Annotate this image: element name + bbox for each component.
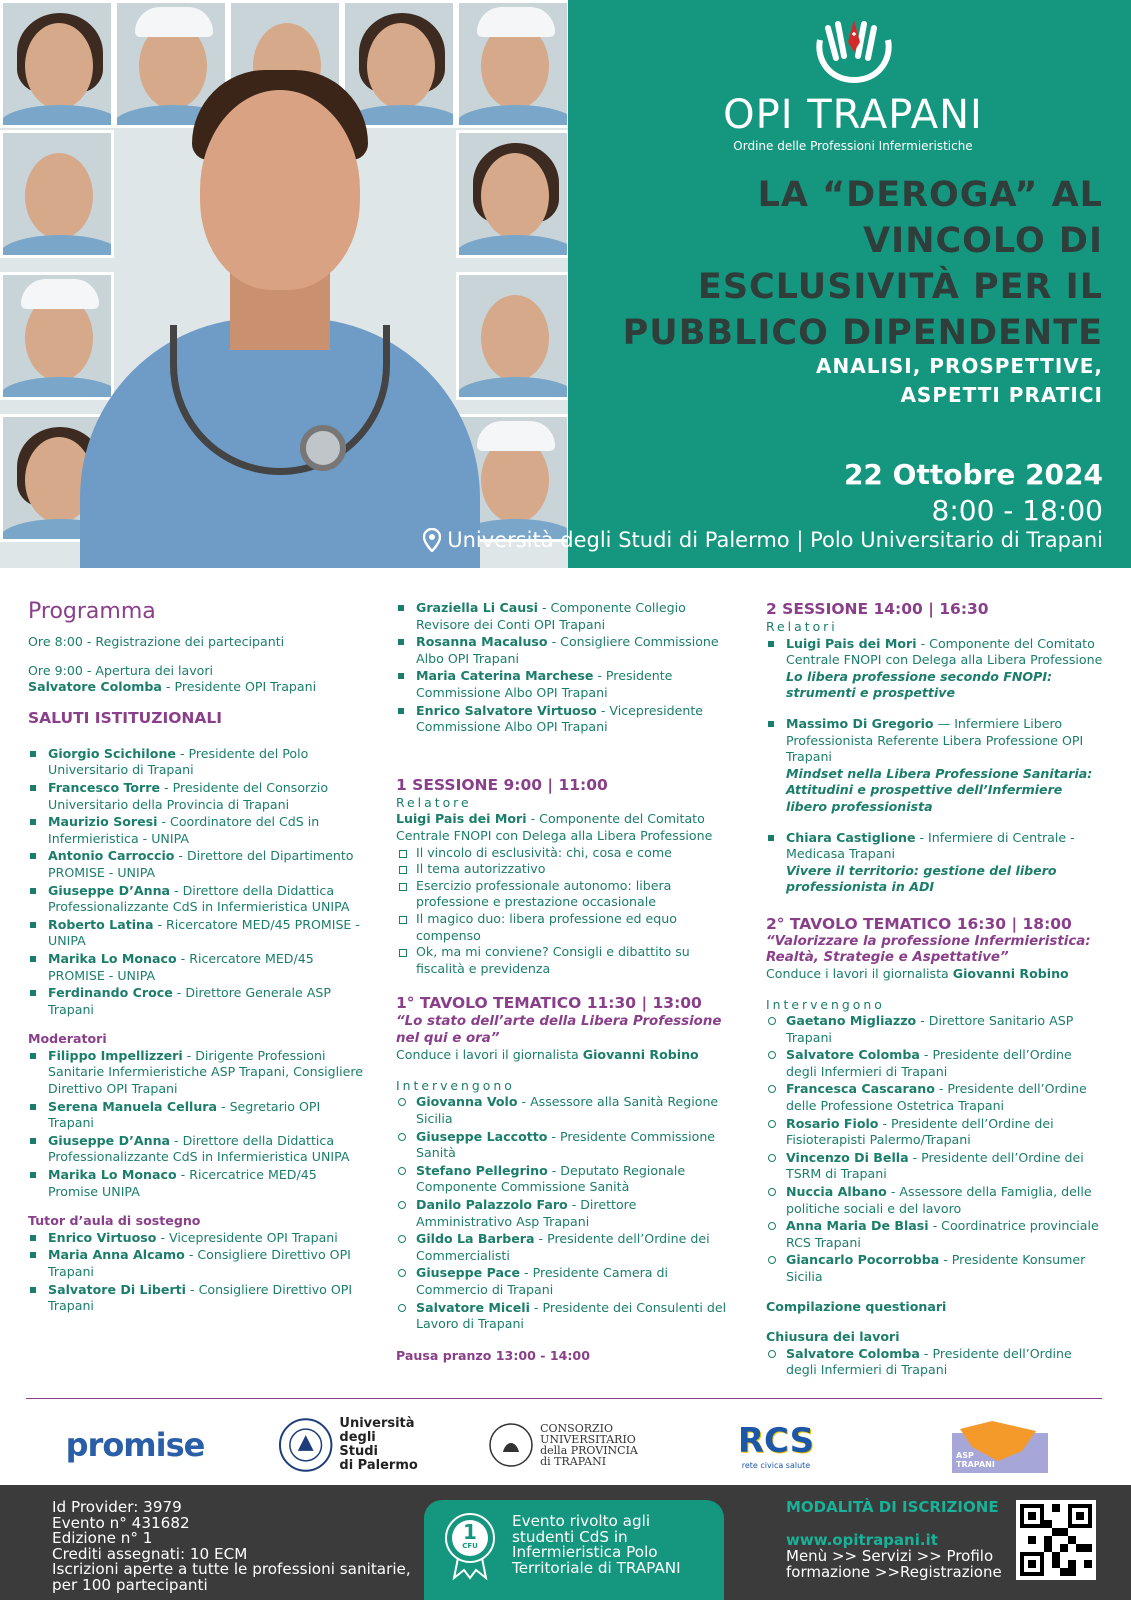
website-link[interactable]: www.opitrapani.it <box>786 1531 938 1549</box>
list-item: Rosanna Macaluso - Consigliere Commissione Albo OPI Trapani <box>396 634 732 667</box>
cfu-badge-icon: 1 CFU <box>440 1510 500 1580</box>
event-title <box>583 172 1103 356</box>
list-item: Enrico Salvatore Virtuoso - Vicepresidente Commissione Albo OPI Trapani <box>396 703 732 736</box>
list-item: Gildo La Barbera - Presidente dell’Ordine dei Commercialisti <box>396 1231 732 1264</box>
list-item: Maurizio Soresi - Coordinatore del CdS in Infermieristica - UNIPA <box>28 814 368 847</box>
list-item: Maria Anna Alcamo - Consigliere Direttivo OPI Trapani <box>28 1247 368 1280</box>
list-item: Ok, ma mi conviene? Consigli e dibattito su fiscalità e previdenza <box>396 944 732 977</box>
list-item: Graziella Li Causi - Componente Collegio Revisore dei Conti OPI Trapani <box>396 600 732 633</box>
list-item: Marika Lo Monaco - Ricercatore MED/45 PROMISE - UNIPA <box>28 951 368 984</box>
list-item: Il tema autorizzativo <box>396 861 732 878</box>
tavolo-1-quote: “Lo stato dell’arte della Libera Professione nel qui e ora” <box>396 1014 722 1047</box>
list-item: Anna Maria De Blasi - Coordinatrice provinciale RCS Trapani <box>766 1218 1106 1251</box>
program-column-2 <box>396 600 732 1364</box>
chiusura-list <box>766 1346 1106 1379</box>
list-item: Salvatore Colomba - Presidente dell’Ordine degli Infermieri di Trapani <box>766 1346 1106 1379</box>
event-date: 22 Ottobre 2024 <box>843 458 1103 491</box>
tavolo-1-label: Intervengono <box>396 1077 515 1093</box>
list-item: Antonio Carroccio - Direttore del Dipartimento PROMISE - UNIPA <box>28 848 368 881</box>
list-item: Salvatore Miceli - Presidente dei Consulenti del Lavoro di Trapani <box>396 1300 732 1333</box>
commissione-list <box>396 600 732 736</box>
list-item: Enrico Virtuoso - Vicepresidente OPI Trapani <box>28 1230 368 1247</box>
tavolo-2-title: 2° TAVOLO TEMATICO 16:30 | 18:00 <box>766 914 1072 933</box>
registration-title: MODALITÀ DI ISCRIZIONE <box>786 1498 999 1516</box>
list-item: Giorgio Scichilone - Presidente del Polo Universitario di Trapani <box>28 746 368 779</box>
list-item: Massimo Di Gregorio — Infermiere Libero Professionista Referente Libera Professione OPI Trapani Mindset nella Libera Professione Sanitaria: Attitudini e prospettive dell’Infermiere libero professionista <box>766 716 1106 816</box>
session-2-label: Relatori <box>766 619 838 634</box>
title-line: LA “DEROGA” AL <box>757 175 1103 215</box>
list-item: Rosario Fiolo - Presidente dell’Ordine dei Fisioterapisti Palermo/Trapani <box>766 1116 1106 1149</box>
list-item: Maria Caterina Marchese - Presidente Commissione Albo OPI Trapani <box>396 668 732 701</box>
section-divider <box>26 1398 1102 1399</box>
list-item: Giuseppe Pace - Presidente Camera di Commercio di Trapani <box>396 1265 732 1298</box>
tavolo-2-list <box>766 1013 1106 1286</box>
hero-nurse <box>80 70 480 568</box>
session-1-topics <box>396 845 732 978</box>
list-item: Ferdinando Croce - Direttore Generale ASP Trapani <box>28 985 368 1018</box>
consorzio-seal-icon <box>488 1422 534 1468</box>
program-column-3 <box>766 599 1106 1380</box>
opening-line: Ore 9:00 - Apertura dei lavori <box>28 662 214 678</box>
unipa-seal-icon <box>278 1417 333 1473</box>
asp-trapani-logo: ASP TRAPANI <box>950 1410 1050 1480</box>
list-item: Salvatore Di Liberti - Consigliere Direttivo OPI Trapani <box>28 1282 368 1315</box>
session-2-title: 2 SESSIONE 14:00 | 16:30 <box>766 600 989 618</box>
tavolo-1-conductor: Conduce i lavori il giornalista Giovanni Robino <box>396 1047 699 1063</box>
list-item: Giuseppe D’Anna - Direttore della Didattica Professionalizzante CdS in Infermieristica UNIPA <box>28 1133 368 1166</box>
event-venue <box>423 528 1103 552</box>
subtitle-line: ANALISI, PROSPETTIVE, <box>816 354 1103 378</box>
qr-code[interactable] <box>1016 1500 1096 1580</box>
nurses-photo-collage <box>0 0 568 568</box>
location-pin-icon <box>423 528 441 552</box>
opening-speaker: Salvatore Colomba - Presidente OPI Trapani <box>28 679 317 695</box>
questionari-line: Compilazione questionari <box>766 1298 947 1314</box>
opi-logo-icon <box>810 20 898 84</box>
list-item: Gaetano Migliazzo - Direttore Sanitario ASP Trapani <box>766 1013 1106 1046</box>
list-item: Serena Manuela Cellura - Segretario OPI Trapani <box>28 1099 368 1132</box>
tavolo-2-conductor: Conduce i lavori il giornalista Giovanni Robino <box>766 965 1069 981</box>
list-item: Luigi Pais dei Mori - Componente del Comitato Centrale FNOPI con Delega alla Libera Professione Lo libera professione secondo FNOPI: strumenti e prospettive <box>766 636 1106 702</box>
list-item: Roberto Latina - Ricercatore MED/45 PROMISE - UNIPA <box>28 917 368 950</box>
list-item: Il magico duo: libera professione ed equo compenso <box>396 911 732 944</box>
rcs-logo: RCS rete civica salute <box>737 1420 815 1470</box>
org-name: OPI TRAPANI <box>723 92 983 138</box>
promise-logo: promise <box>65 1426 205 1464</box>
footer-student-text: Evento rivolto agli studenti CdS in Infermieristica Polo Territoriale di TRAPANI <box>512 1512 681 1577</box>
title-line: PUBBLICO DIPENDENTE <box>622 313 1103 353</box>
consorzio-logo: CONSORZIO UNIVERSITARIO della PROVINCIA di TRAPANI <box>478 1410 648 1480</box>
list-item: Filippo Impellizzeri - Dirigente Professioni Sanitarie Infermieristiche ASP Trapani, Consigliere Direttivo OPI Trapani <box>28 1048 368 1098</box>
saluti-list <box>28 746 368 1019</box>
program-heading: Programma <box>28 599 156 624</box>
moderatori-list <box>28 1048 368 1200</box>
list-item: Esercizio professionale autonomo: libera professione e prestazione occasionale <box>396 878 732 911</box>
title-line: ESCLUSIVITÀ PER IL <box>697 267 1103 307</box>
subtitle-line: ASPETTI PRATICI <box>900 383 1103 407</box>
footer-event-info: Id Provider: 3979 Evento n° 431682 Edizione n° 1 Crediti assegnati: 10 ECM Iscrizioni aperte a tutte le professioni sanitarie, per 100 partecipanti <box>52 1498 411 1594</box>
moderatori-title: Moderatori <box>28 1031 107 1047</box>
event-subtitle <box>663 352 1103 410</box>
list-item: Salvatore Colomba - Presidente dell’Ordine degli Infermieri di Trapani <box>766 1047 1106 1080</box>
session-2-list <box>766 636 1106 896</box>
list-item: Giuseppe D’Anna - Direttore della Didattica Professionalizzante CdS in Infermieristica UNIPA <box>28 883 368 916</box>
list-item: Il vincolo di esclusività: chi, cosa e come <box>396 845 732 862</box>
chiusura-title: Chiusura dei lavori <box>766 1329 900 1345</box>
list-item: Francesca Cascarano - Presidente dell’Ordine delle Professione Ostetrica Trapani <box>766 1081 1106 1114</box>
list-item: Vincenzo Di Bella - Presidente dell’Ordine dei TSRM di Trapani <box>766 1150 1106 1183</box>
event-time: 8:00 - 18:00 <box>931 494 1103 527</box>
venue-text: Università degli Studi di Palermo | Polo Universitario di Trapani <box>447 528 1103 552</box>
tutor-list <box>28 1230 368 1315</box>
session-1-label: Relatore <box>396 794 472 810</box>
org-subtitle: Ordine delle Professioni Infermieristiche <box>733 139 973 153</box>
list-item: Giancarlo Pocorrobba - Presidente Konsumer Sicilia <box>766 1252 1106 1285</box>
list-item: Danilo Palazzolo Faro - Direttore Amministrativo Asp Trapani <box>396 1197 732 1230</box>
registration-path: Menù >> Servizi >> Profilo formazione >>Registrazione <box>786 1547 1002 1581</box>
program-column-1 <box>28 598 368 1316</box>
list-item: Nuccia Albano - Assessore della Famiglia, delle politiche sociali e del lavoro <box>766 1184 1106 1217</box>
tutor-title: Tutor d’aula di sostegno <box>28 1213 201 1229</box>
session-1-speaker: Luigi Pais dei Mori - Componente del Comitato Centrale FNOPI con Delega alla Libera Professione <box>396 811 713 843</box>
registration-line: Ore 8:00 - Registrazione dei partecipanti <box>28 634 285 649</box>
tavolo-2-label: Intervengono <box>766 996 885 1012</box>
list-item: Francesco Torre - Presidente del Consorzio Universitario della Provincia di Trapani <box>28 780 368 813</box>
list-item: Chiara Castiglione - Infermiere di Centrale - Medicasa Trapani Vivere il territorio: gestione del libero professionista in ADI <box>766 830 1106 896</box>
title-line: VINCOLO DI <box>863 221 1103 261</box>
session-1-title: 1 SESSIONE 9:00 | 11:00 <box>396 775 608 794</box>
list-item: Stefano Pellegrino - Deputato Regionale Componente Commissione Sanità <box>396 1163 732 1196</box>
list-item: Giovanna Volo - Assessore alla Sanità Regione Sicilia <box>396 1094 732 1127</box>
list-item: Marika Lo Monaco - Ricercatrice MED/45 Promise UNIPA <box>28 1167 368 1200</box>
saluti-title: SALUTI ISTITUZIONALI <box>28 708 223 727</box>
lunch-break: Pausa pranzo 13:00 - 14:00 <box>396 1347 590 1363</box>
tavolo-1-list <box>396 1094 732 1332</box>
tavolo-1-title: 1° TAVOLO TEMATICO 11:30 | 13:00 <box>396 994 702 1013</box>
unipa-logo: Università degli Studi di Palermo <box>278 1410 418 1480</box>
tavolo-2-quote: “Valorizzare la professione Infermieristica: Realtà, Strategie e Aspettative” <box>766 933 1091 965</box>
list-item: Giuseppe Laccotto - Presidente Commissione Sanità <box>396 1129 732 1162</box>
